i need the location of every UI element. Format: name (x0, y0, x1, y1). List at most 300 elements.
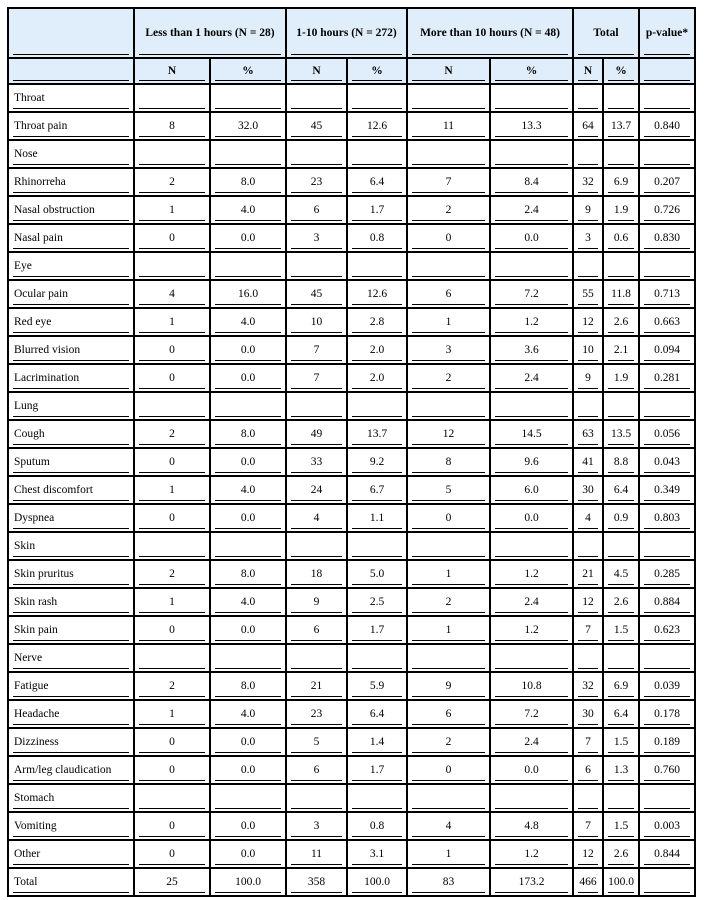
table-cell: 2.1 (603, 336, 639, 364)
table-cell (603, 252, 639, 280)
category-label: Lung (8, 392, 134, 420)
table-cell: 1 (134, 588, 210, 616)
row-label: Skin rash (8, 588, 134, 616)
table-cell: 2.5 (347, 588, 407, 616)
table-row (8, 728, 695, 756)
table-cell (347, 392, 407, 420)
table-cell: 1 (134, 308, 210, 336)
table-cell: 12 (407, 420, 490, 448)
table-cell: 4.0 (210, 700, 286, 728)
row-label: Chest discomfort (8, 476, 134, 504)
row-label: Headache (8, 700, 134, 728)
table-cell: 0.003 (639, 812, 695, 840)
table-row (8, 504, 695, 532)
table-cell: 1 (134, 700, 210, 728)
table-cell: 1.5 (603, 812, 639, 840)
table-cell: 0 (134, 812, 210, 840)
table-cell: 13.7 (603, 112, 639, 140)
table-cell: 8.0 (210, 672, 286, 700)
table-cell (134, 644, 210, 672)
table-row (8, 336, 695, 364)
table-cell: 2.0 (347, 364, 407, 392)
table-cell: 0.8 (347, 812, 407, 840)
table-row (8, 280, 695, 308)
table-row (8, 364, 695, 392)
table-cell: 0 (407, 756, 490, 784)
table-cell: 6.0 (490, 476, 573, 504)
row-label: Nasal pain (8, 224, 134, 252)
table-cell (134, 252, 210, 280)
table-cell (639, 532, 695, 560)
table-cell: 4.0 (210, 476, 286, 504)
row-label: Total (8, 868, 134, 896)
table-cell: 0 (134, 840, 210, 868)
table-cell: 7 (286, 336, 347, 364)
table-cell: 0 (134, 728, 210, 756)
table-cell: 12.6 (347, 280, 407, 308)
row-label: Skin pruritus (8, 560, 134, 588)
table-cell: 0 (407, 224, 490, 252)
sub-header-pct: % (603, 58, 639, 84)
header-group3: More than 10 hours (N = 48) (407, 8, 573, 58)
table-cell (603, 784, 639, 812)
table-cell (490, 644, 573, 672)
table-cell (603, 392, 639, 420)
table-cell: 55 (573, 280, 603, 308)
category-label: Throat (8, 84, 134, 112)
table-cell: 1.5 (603, 728, 639, 756)
table-cell: 32 (573, 672, 603, 700)
table-cell (639, 644, 695, 672)
table-cell: 0.8 (347, 224, 407, 252)
row-label: Throat pain (8, 112, 134, 140)
table-cell: 21 (286, 672, 347, 700)
table-cell: 0.0 (490, 504, 573, 532)
table-cell: 0.0 (210, 616, 286, 644)
table-cell (573, 140, 603, 168)
table-cell: 1 (407, 616, 490, 644)
table-cell: 1.2 (490, 840, 573, 868)
sub-header-n: N (286, 58, 347, 84)
header-blank-cell (8, 8, 134, 58)
table-cell: 0.803 (639, 504, 695, 532)
table-cell (639, 392, 695, 420)
table-cell (573, 84, 603, 112)
table-cell: 0.189 (639, 728, 695, 756)
table-cell: 100.0 (603, 868, 639, 896)
table-cell (407, 784, 490, 812)
table-row (8, 224, 695, 252)
table-cell: 7 (286, 364, 347, 392)
table-row (8, 812, 695, 840)
table-cell: 6.9 (603, 168, 639, 196)
header-group1: Less than 1 hours (N = 28) (134, 8, 286, 58)
table-cell (286, 140, 347, 168)
table-row (8, 112, 695, 140)
table-cell: 7.2 (490, 280, 573, 308)
sub-header-pct: % (347, 58, 407, 84)
row-label: Cough (8, 420, 134, 448)
row-label: Nasal obstruction (8, 196, 134, 224)
table-cell: 41 (573, 448, 603, 476)
table-cell: 2 (407, 728, 490, 756)
table-cell: 8 (134, 112, 210, 140)
row-label: Fatigue (8, 672, 134, 700)
table-cell: 9 (286, 588, 347, 616)
table-cell: 2.4 (490, 196, 573, 224)
table-cell: 0.178 (639, 700, 695, 728)
table-cell: 9 (573, 364, 603, 392)
table-cell: 16.0 (210, 280, 286, 308)
table-cell: 8.0 (210, 420, 286, 448)
table-cell: 32 (573, 168, 603, 196)
table-cell: 6.4 (347, 700, 407, 728)
table-cell: 6 (407, 700, 490, 728)
table-cell: 12 (573, 840, 603, 868)
table-cell: 1.7 (347, 196, 407, 224)
table-cell: 7 (573, 812, 603, 840)
table-cell: 358 (286, 868, 347, 896)
table-cell (210, 392, 286, 420)
row-label: Rhinorreha (8, 168, 134, 196)
table-cell (603, 532, 639, 560)
table-cell: 32.0 (210, 112, 286, 140)
table-cell (573, 252, 603, 280)
table-cell: 0.0 (210, 336, 286, 364)
table-cell (407, 84, 490, 112)
table-cell: 2 (407, 364, 490, 392)
table-cell: 1 (407, 840, 490, 868)
table-cell (490, 84, 573, 112)
table-cell: 2.6 (603, 840, 639, 868)
table-cell: 0.0 (210, 840, 286, 868)
table-cell: 2 (134, 168, 210, 196)
table-cell (603, 140, 639, 168)
table-cell: 7 (573, 616, 603, 644)
table-cell: 4 (134, 280, 210, 308)
table-cell: 0 (134, 756, 210, 784)
table-cell: 3 (573, 224, 603, 252)
table-cell: 30 (573, 476, 603, 504)
table-cell: 3.1 (347, 840, 407, 868)
table-cell: 8.0 (210, 560, 286, 588)
table-cell: 0 (407, 504, 490, 532)
table-cell: 0.830 (639, 224, 695, 252)
table-cell (134, 84, 210, 112)
table-cell: 0.043 (639, 448, 695, 476)
table-cell: 6.9 (603, 672, 639, 700)
table-cell: 2 (134, 672, 210, 700)
table-cell: 1.1 (347, 504, 407, 532)
table-row (8, 476, 695, 504)
table-cell: 2.8 (347, 308, 407, 336)
table-cell: 6 (286, 756, 347, 784)
table-cell (134, 392, 210, 420)
table-cell: 4 (407, 812, 490, 840)
table-cell: 2.4 (490, 588, 573, 616)
table-cell (407, 644, 490, 672)
table-cell: 6.4 (603, 476, 639, 504)
table-cell: 1.4 (347, 728, 407, 756)
table-cell: 7.2 (490, 700, 573, 728)
row-label: Dyspnea (8, 504, 134, 532)
table-cell: 4.0 (210, 308, 286, 336)
category-label: Skin (8, 532, 134, 560)
table-cell (347, 252, 407, 280)
table-cell: 18 (286, 560, 347, 588)
table-cell: 9.6 (490, 448, 573, 476)
table-cell: 0.349 (639, 476, 695, 504)
sub-header-blank (8, 58, 134, 84)
table-cell: 0.9 (603, 504, 639, 532)
table-cell: 6 (286, 616, 347, 644)
table-cell: 45 (286, 280, 347, 308)
table-cell: 30 (573, 700, 603, 728)
table-row (8, 560, 695, 588)
table-row (8, 756, 695, 784)
table-cell: 23 (286, 700, 347, 728)
table-cell: 7 (407, 168, 490, 196)
table-cell: 13.3 (490, 112, 573, 140)
category-row (8, 532, 695, 560)
table-row (8, 196, 695, 224)
table-cell (210, 784, 286, 812)
table-cell: 9 (407, 672, 490, 700)
table-cell: 100.0 (210, 868, 286, 896)
table-row (8, 616, 695, 644)
row-label: Sputum (8, 448, 134, 476)
table-cell: 0.207 (639, 168, 695, 196)
table-cell (639, 252, 695, 280)
row-label: Skin pain (8, 616, 134, 644)
row-label: Other (8, 840, 134, 868)
table-cell: 0.285 (639, 560, 695, 588)
table-cell: 0.760 (639, 756, 695, 784)
table-cell (347, 140, 407, 168)
table-cell: 63 (573, 420, 603, 448)
sub-header-pct: % (490, 58, 573, 84)
table-cell: 5 (286, 728, 347, 756)
table-cell: 0 (134, 448, 210, 476)
table-cell: 2.4 (490, 728, 573, 756)
table-cell: 1 (407, 560, 490, 588)
symptom-table (7, 7, 696, 897)
table-cell: 24 (286, 476, 347, 504)
table-cell: 13.7 (347, 420, 407, 448)
table-cell: 11 (286, 840, 347, 868)
table-cell (490, 252, 573, 280)
table-cell: 0.623 (639, 616, 695, 644)
table-cell (490, 392, 573, 420)
table-cell: 0 (134, 504, 210, 532)
table-cell: 14.5 (490, 420, 573, 448)
table-cell: 0.6 (603, 224, 639, 252)
table-cell: 1 (407, 308, 490, 336)
table-cell: 0.0 (210, 756, 286, 784)
table-cell: 1.9 (603, 364, 639, 392)
table-cell: 0.0 (210, 448, 286, 476)
table-cell (603, 84, 639, 112)
table-cell: 10 (573, 336, 603, 364)
table-cell (639, 84, 695, 112)
table-cell: 0.663 (639, 308, 695, 336)
category-label: Nerve (8, 644, 134, 672)
table-cell: 1.9 (603, 196, 639, 224)
table-cell (134, 784, 210, 812)
table-cell: 3.6 (490, 336, 573, 364)
table-cell (347, 84, 407, 112)
table-cell: 0.0 (490, 756, 573, 784)
table-row (8, 672, 695, 700)
category-row (8, 252, 695, 280)
table-cell (573, 392, 603, 420)
table-cell: 2.0 (347, 336, 407, 364)
table-cell: 0.0 (210, 504, 286, 532)
table-cell: 1.5 (603, 616, 639, 644)
table-cell: 11.8 (603, 280, 639, 308)
sub-header-pct: % (210, 58, 286, 84)
table-cell: 1.3 (603, 756, 639, 784)
category-label: Stomach (8, 784, 134, 812)
table-cell: 2 (134, 420, 210, 448)
table-cell: 3 (286, 812, 347, 840)
table-row (8, 700, 695, 728)
table-cell (573, 784, 603, 812)
table-cell: 1.7 (347, 616, 407, 644)
sub-header-n: N (407, 58, 490, 84)
category-row (8, 644, 695, 672)
table-cell (407, 140, 490, 168)
category-row (8, 784, 695, 812)
table-cell: 4.0 (210, 196, 286, 224)
category-row (8, 84, 695, 112)
table-cell: 4 (286, 504, 347, 532)
table-cell: 23 (286, 168, 347, 196)
table-cell: 0.039 (639, 672, 695, 700)
table-cell: 13.5 (603, 420, 639, 448)
table-cell: 8.0 (210, 168, 286, 196)
table-cell (210, 140, 286, 168)
table-cell: 7 (573, 728, 603, 756)
table-cell: 466 (573, 868, 603, 896)
table-cell: 12.6 (347, 112, 407, 140)
table-cell: 4.0 (210, 588, 286, 616)
table-cell: 2.6 (603, 588, 639, 616)
table-cell: 0.056 (639, 420, 695, 448)
table-cell: 8.4 (490, 168, 573, 196)
table-cell: 6.4 (603, 700, 639, 728)
table-row (8, 448, 695, 476)
table-cell: 0.844 (639, 840, 695, 868)
table-cell (639, 868, 695, 896)
table-cell: 12 (573, 588, 603, 616)
table-cell: 0.840 (639, 112, 695, 140)
table-cell: 1 (134, 196, 210, 224)
table-cell: 6 (407, 280, 490, 308)
table-cell: 100.0 (347, 868, 407, 896)
table-cell: 8 (407, 448, 490, 476)
table-cell: 2 (407, 588, 490, 616)
table-cell (134, 140, 210, 168)
table-cell: 0.0 (210, 224, 286, 252)
table-cell: 0.726 (639, 196, 695, 224)
table-cell (407, 392, 490, 420)
table-cell: 2 (407, 196, 490, 224)
table-cell: 0 (134, 616, 210, 644)
category-row (8, 392, 695, 420)
table-cell: 2.6 (603, 308, 639, 336)
table-cell: 0.094 (639, 336, 695, 364)
table-cell: 0 (134, 364, 210, 392)
table-cell: 5.9 (347, 672, 407, 700)
row-label: Blurred vision (8, 336, 134, 364)
table-cell: 0.713 (639, 280, 695, 308)
header-pvalue: p-value* (639, 8, 695, 58)
table-cell: 6.4 (347, 168, 407, 196)
table-cell: 6.7 (347, 476, 407, 504)
table-cell: 0.0 (490, 224, 573, 252)
table-cell: 3 (407, 336, 490, 364)
table-cell (603, 644, 639, 672)
table-cell (347, 644, 407, 672)
table-cell (210, 252, 286, 280)
table-cell (639, 784, 695, 812)
table-cell: 12 (573, 308, 603, 336)
table-cell: 3 (286, 224, 347, 252)
sub-header-blank (639, 58, 695, 84)
table-row (8, 588, 695, 616)
table-cell: 4.5 (603, 560, 639, 588)
table-cell: 1.7 (347, 756, 407, 784)
table-cell (490, 784, 573, 812)
row-label: Ocular pain (8, 280, 134, 308)
table-cell: 173.2 (490, 868, 573, 896)
table-cell (286, 392, 347, 420)
sub-header-n: N (134, 58, 210, 84)
table-row (8, 840, 695, 868)
table-cell (490, 532, 573, 560)
table-cell (639, 140, 695, 168)
table-cell: 25 (134, 868, 210, 896)
table-cell (210, 532, 286, 560)
row-label: Lacrimination (8, 364, 134, 392)
table-cell: 0.0 (210, 728, 286, 756)
table-cell: 64 (573, 112, 603, 140)
table-cell: 21 (573, 560, 603, 588)
table-body (8, 84, 695, 896)
table-cell: 4.8 (490, 812, 573, 840)
row-label: Red eye (8, 308, 134, 336)
table-cell (573, 532, 603, 560)
table-cell: 45 (286, 112, 347, 140)
table-cell: 6 (573, 756, 603, 784)
table-cell (286, 84, 347, 112)
header-group-row (8, 8, 695, 58)
row-label: Dizziness (8, 728, 134, 756)
table-cell (573, 644, 603, 672)
table-cell (210, 644, 286, 672)
table-cell (286, 784, 347, 812)
table-row (8, 308, 695, 336)
header-total: Total (573, 8, 639, 58)
table-cell (210, 84, 286, 112)
table-cell (407, 252, 490, 280)
table-cell: 1 (134, 476, 210, 504)
table-cell: 4 (573, 504, 603, 532)
table-cell (347, 532, 407, 560)
table-cell: 11 (407, 112, 490, 140)
table-cell: 0.0 (210, 812, 286, 840)
